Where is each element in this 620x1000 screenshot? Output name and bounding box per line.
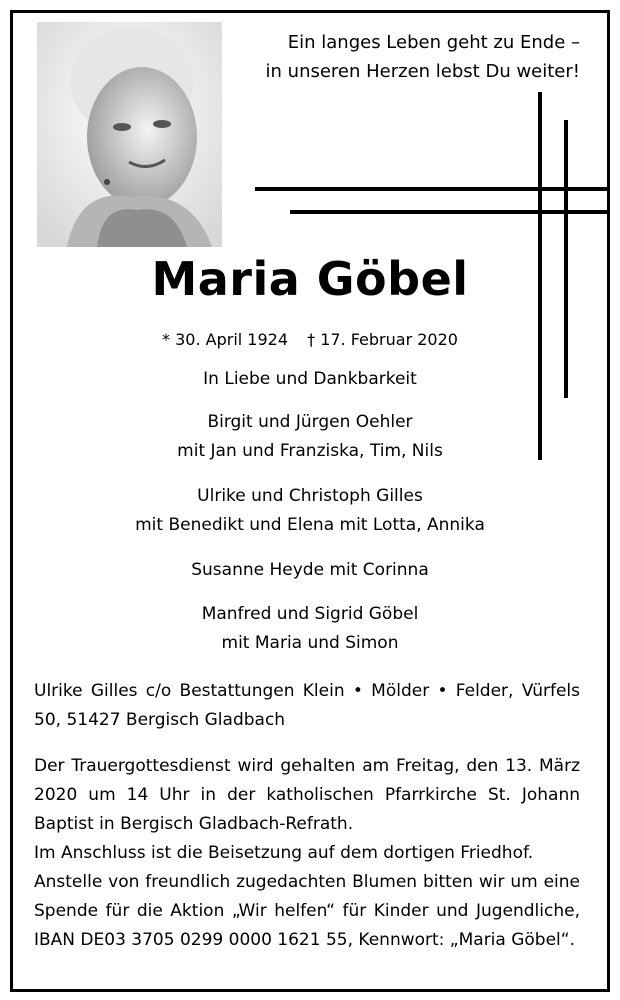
service-paragraph: Anstelle von freundlich zugedachten Blumen bitten wir um eine Spende für die Aktion „Wir helfen“ für Kinder und Jugendliche, IBAN DE03 3705 0299 0000 1621 55, Kennwort: „Maria Göbel“.: [34, 872, 580, 950]
service-paragraph: Der Trauergottesdienst wird gehalten am Freitag, den 13. März 2020 um 14 Uhr in der katholischen Pfarrkirche St. Johann Baptist in Bergisch Gladbach-Refrath.: [34, 756, 580, 834]
poem-line: Ein langes Leben geht zu Ende –: [287, 32, 580, 53]
mourner-group: [0, 482, 620, 540]
mourner-group: [0, 408, 620, 466]
mourner-line: Birgit und Jürgen Oehler: [207, 412, 413, 432]
mourner-line: Susanne Heyde mit Corinna: [191, 560, 429, 580]
birth-date: * 30. April 1924: [162, 330, 289, 349]
mourner-line: mit Jan und Franziska, Tim, Nils: [177, 441, 443, 461]
mourner-group: [0, 600, 620, 658]
mourner-line: Ulrike und Christoph Gilles: [197, 486, 423, 506]
death-date: † 17. Februar 2020: [307, 330, 458, 349]
portrait-photo: [37, 22, 222, 247]
poem-line: in unseren Herzen lebst Du weiter!: [265, 61, 580, 82]
mourner-line: Manfred und Sigrid Göbel: [201, 604, 419, 624]
mourner-line: mit Benedikt und Elena mit Lotta, Annika: [135, 515, 485, 535]
mourner-group: [0, 556, 620, 585]
cross-horizontal-bar: [290, 210, 609, 214]
dedication: In Liebe und Dankbarkeit: [203, 369, 417, 389]
service-info: [34, 752, 580, 955]
service-paragraph: Im Anschluss ist die Beisetzung auf dem dortigen Friedhof.: [34, 843, 534, 863]
cross-horizontal-bar: [255, 187, 609, 191]
address-text: Ulrike Gilles c/o Bestattungen Klein • Mölder • Felder, Vürfels 50, 51427 Bergisch Gladbach: [34, 681, 580, 730]
mourner-line: mit Maria und Simon: [221, 633, 399, 653]
deceased-name: Maria Göbel: [151, 252, 469, 306]
poem: [240, 28, 580, 86]
contact-address: [34, 677, 580, 735]
life-dates: [0, 330, 620, 349]
portrait-image: [37, 22, 222, 247]
